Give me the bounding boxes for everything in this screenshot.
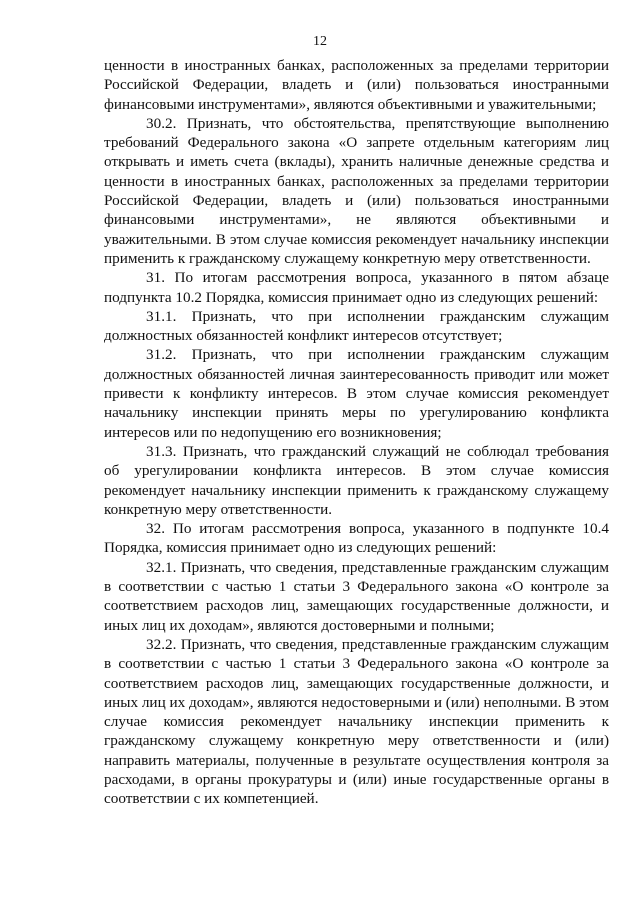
- paragraph-31: 31. По итогам рассмотрения вопроса, указанного в пятом абзаце подпункта 10.2 Порядка, комиссия принимает одно из следующих решений:: [104, 269, 609, 306]
- paragraph-31-3: 31.3. Признать, что гражданский служащий не соблюдал требования об урегулировании конфликта интересов. В этом случае комиссия рекомендует начальнику инспекции применить к гражданскому служащему конкретную меру ответственности.: [104, 442, 609, 518]
- paragraph-31-2: 31.2. Признать, что при исполнении гражданским служащим должностных обязанностей личная заинтересованность приводит или может привести к конфликту интересов. В этом случае комиссия рекомендует начальнику инспекции принять меры по урегулированию конфликта интересов или по недопущению его возникновения;: [104, 346, 609, 441]
- paragraph-30-2: 30.2. Признать, что обстоятельства, препятствующие выполнению требований Федерального закона «О запрете отдельным категориям лиц открывать и иметь счета (вклады), хранить наличные денежные средства и ценности в иностранных банках, расположенных за пределами территории Российской Федерации, владеть и (или) пользоваться иностранными финансовыми инструментами», не являются объективными и уважительными. В этом случае комиссия рекомендует начальнику инспекции применить к гражданскому служащему конкретную меру ответственности.: [104, 114, 609, 267]
- paragraph-31-1: 31.1. Признать, что при исполнении гражданским служащим должностных обязанностей конфликт интересов отсутствует;: [104, 307, 609, 345]
- page-number: 12: [313, 34, 327, 49]
- paragraph-32-1: 32.1. Признать, что сведения, представленные гражданским служащим в соответствии с частью 1 статьи 3 Федерального закона «О контроле за соответствием расходов лиц, замещающих государственные должности, и иных лиц их доходам», являются достоверными и полными;: [104, 558, 609, 634]
- paragraph-32-2: 32.2. Признать, что сведения, представленные гражданским служащим в соответствии с частью 1 статьи 3 Федерального закона «О контроле за соответствием расходов лиц, замещающих государственные должности, и иных лиц их доходам», являются недостоверными и (или) неполными. В этом случае комиссия рекомендует начальнику инспекции применить к гражданскому служащему конкретную меру ответственности и (или) направить материалы, полученные в результате осуществления контроля за расходами, в органы прокуратуры и (или) иные государственные органы в соответствии с их компетенцией.: [104, 635, 609, 808]
- paragraph-30-1-continuation: ценности в иностранных банках, расположенных за пределами территории Российской Федерации, владеть и (или) пользоваться иностранными финансовыми инструментами», являются объективными и уважительными;: [104, 57, 609, 113]
- paragraph-32: 32. По итогам рассмотрения вопроса, указанного в подпункте 10.4 Порядка, комиссия принимает одно из следующих решений:: [104, 520, 609, 557]
- document-body: [104, 56, 609, 809]
